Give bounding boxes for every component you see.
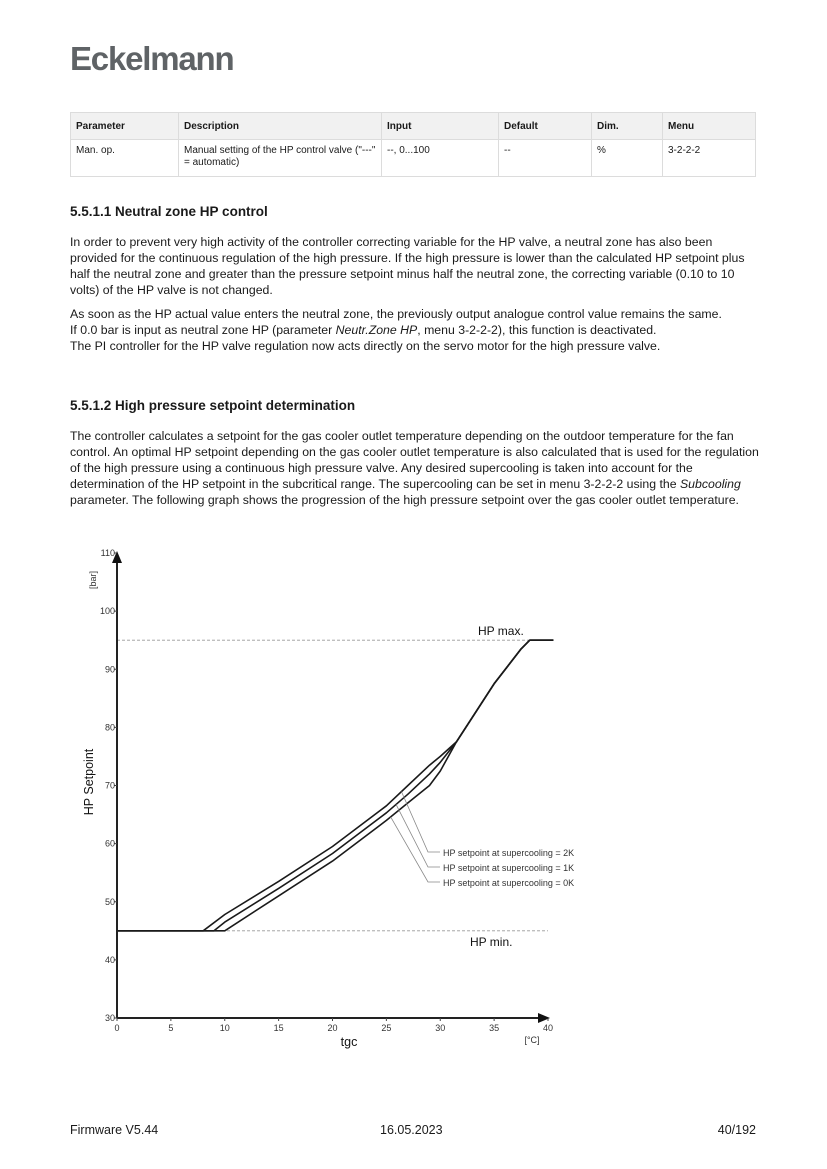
cell-input: --, 0...100 (382, 140, 499, 177)
header-parameter: Parameter (71, 113, 179, 140)
x-axis-label: tgc (340, 1035, 358, 1049)
cell-description: Manual setting of the HP control valve ("---" = automatic) (179, 140, 382, 177)
header-menu: Menu (663, 113, 756, 140)
legend-leader-line (391, 817, 440, 882)
y-tick-label: 70 (104, 780, 115, 791)
legend-entry: HP setpoint at supercooling = 1K (443, 863, 575, 873)
y-tick-label: 110 (100, 548, 115, 558)
parameter-name: Neutr.Zone HP (335, 323, 418, 337)
company-logo: Eckelmann (70, 40, 234, 77)
cell-dim: % (592, 140, 663, 177)
y-tick-label: 30 (104, 1013, 115, 1023)
x-tick-label: 35 (489, 1023, 500, 1033)
y-tick-label: 80 (104, 722, 115, 733)
y-axis-label: HP Setpoint (82, 748, 96, 816)
y-tick-label: 50 (104, 896, 115, 907)
parameter-name: Subcooling (679, 477, 741, 491)
x-unit-label: [°C] (524, 1035, 540, 1045)
text-line: If 0.0 bar is input as neutral zone HP (parameter (70, 323, 336, 337)
y-tick-label: 90 (104, 664, 115, 675)
text-line: As soon as the HP actual value enters the neutral zone, the previously output analogue control value remains the same. (70, 307, 722, 321)
x-tick-label: 10 (219, 1023, 230, 1033)
section-heading-hp-setpoint: 5.5.1.2 High pressure setpoint determination (70, 398, 356, 413)
y-tick-label: 60 (104, 838, 115, 849)
y-tick-label: 100 (99, 606, 115, 617)
legend-entry: HP setpoint at supercooling = 0K (443, 878, 575, 888)
x-tick-label: 20 (327, 1023, 338, 1033)
header-input: Input (382, 113, 499, 140)
hp-max-label: HP max. (478, 624, 524, 638)
header-description: Description (179, 113, 382, 140)
header-dim: Dim. (592, 113, 663, 140)
x-tick-label: 0 (114, 1023, 120, 1033)
text: The controller calculates a setpoint for the gas cooler outlet temperature depending on the outdoor temperature for the fan control. An optimal HP setpoint depending on the gas cooler outlet temperature is also calculated that is used for the regulation of the high pressure using a continuous high pressure valve. Any desired supercooling is taken into account for the determination of the HP setpoint in the subcritical range. The supercooling can be set in menu 3-2-2-2 using the (70, 429, 759, 491)
cell-menu: 3-2-2-2 (663, 140, 756, 177)
legend-entry: HP setpoint at supercooling = 2K (443, 848, 575, 858)
legend-leader-line (396, 804, 440, 867)
x-tick-label: 30 (435, 1023, 446, 1033)
cell-default: -- (499, 140, 592, 177)
section-heading-neutral-zone: 5.5.1.1 Neutral zone HP control (70, 204, 268, 219)
cell-parameter: Man. op. (71, 140, 179, 177)
footer-firmware-version: Firmware V5.44 (70, 1123, 159, 1137)
header-default: Default (499, 113, 592, 140)
text-line: The PI controller for the HP valve regulation now acts directly on the servo motor for the high pressure valve. (70, 339, 661, 353)
hp-min-label: HP min. (470, 935, 513, 949)
footer-page-number: 40/192 (717, 1123, 756, 1137)
x-tick-label: 25 (381, 1023, 392, 1033)
legend-leader-line (401, 792, 440, 852)
x-tick-label: 40 (542, 1023, 554, 1033)
footer-date: 16.05.2023 (380, 1123, 443, 1137)
paragraph-neutral-zone-intro: In order to prevent very high activity of the controller correcting variable for the HP valve, a neutral zone has also been provided for the continuous regulation of the high pressure. If the high pressure is lower than the calculated HP setpoint plus half the neutral zone and greater than the pressure setpoint minus half the neutral zone, the correcting variable (0.10 to 10 volts) of the HP valve is not changed. (70, 235, 745, 297)
x-tick-label: 15 (273, 1023, 284, 1033)
y-tick-label: 40 (104, 954, 115, 965)
text-line: , menu 3-2-2-2), this function is deactivated. (417, 323, 657, 337)
y-unit-label: [bar] (88, 570, 98, 590)
x-tick-label: 5 (168, 1023, 174, 1033)
text: parameter. The following graph shows the progression of the high pressure setpoint over the gas cooler outlet temperature. (70, 493, 739, 507)
